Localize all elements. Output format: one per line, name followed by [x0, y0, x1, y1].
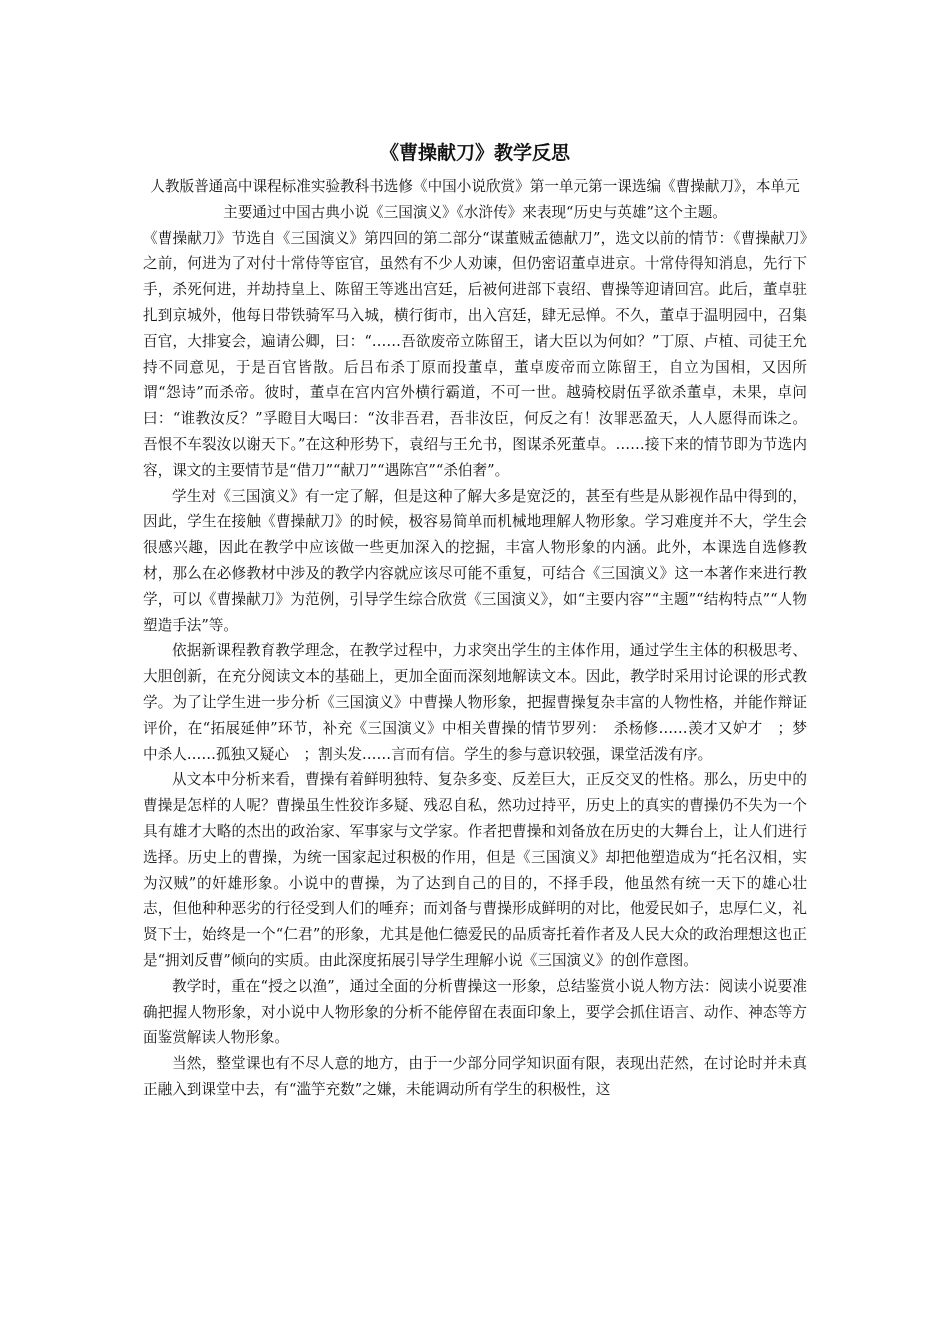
body-paragraph: 从文本中分析来看，曹操有着鲜明独特、复杂多变、反差巨大，正反交叉的性格。那么，历史中的曹操是怎样的人呢？曹操虽生性狡诈多疑、残忍自私，然功过持平，历史上的真实的曹操仍不失为一个具有雄才大略的杰出的政治家、军事家与文学家。作者把曹操和刘备放在历史的大舞台上，让人们进行选择。历史上的曹操，为统一国家起过积极的作用，但是《三国演义》却把他塑造成为“托名汉相，实为汉贼”的奸雄形象。小说中的曹操，为了达到自己的目的，不择手段，他虽然有统一天下的雄心壮志，但他种种恶劣的行径受到人们的唾弃；而刘备与曹操形成鲜明的对比，他爱民如子，忠厚仁义，礼贤下士，始终是一个“仁君”的形象，尤其是他仁德爱民的品质寄托着作者及人民大众的政治理想这也正是“拥刘反曹”倾向的实质。由此深度拓展引导学生理解小说《三国演义》的创作意图。 — [143, 771, 807, 969]
body-paragraph: 学生对《三国演义》有一定了解，但是这种了解大多是宽泛的，甚至有些是从影视作品中得到的，因此，学生在接触《曹操献刀》的时候，极容易简单而机械地理解人物形象。学习难度并不大，学生会很感兴趣，因此在教学中应该做一些更加深入的挖掘，丰富人物形象的内涵。此外，本课选自选修教材，那么在必修教材中涉及的教学内容就应该尽可能不重复，可结合《三国演义》这一本著作来进行教学，可以《曹操献刀》为范例，引导学生综合欣赏《三国演义》，如“主要内容”“主题”“结构特点”“人物塑造手法”等。 — [143, 487, 807, 634]
document-title: 《曹操献刀》教学反思 — [379, 142, 570, 164]
body-paragraph: 教学时，重在“授之以渔”，通过全面的分析曹操这一形象，总结鉴赏小说人物方法：阅读小说要准确把握人物形象，对小说中人物形象的分析不能停留在表面印象上，要学会抓住语言、动作、神态等方面鉴赏解读人物形象。 — [143, 977, 807, 1047]
document-page — [143, 140, 807, 1103]
body-paragraph: 《曹操献刀》节选自《三国演义》第四回的第二部分“谋董贼孟德献刀”，选文以前的情节：《曹操献刀》之前，何进为了对付十常侍等宦官，虽然有不少人劝谏，但仍密诏董卓进京。十常侍得知消息，先行下手，杀死何进，并劫持皇上、陈留王等逃出宫廷，后被何进部下袁绍、曹操等迎请回宫。此后，董卓驻扎到京城外，他每日带铁骑军马入城，横行街市，出入宫廷，肆无忌惮。不久，董卓于温明园中，召集百官，大排宴会，遍请公卿，曰：“……吾欲废帝立陈留王，诸大臣以为何如？”丁原、卢植、司徒王允持不同意见，于是百官皆散。后吕布杀丁原而投董卓，董卓废帝而立陈留王，自立为国相，又因所谓“怨诗”而杀帝。彼时，董卓在宫内宫外横行霸道，不可一世。越骑校尉伍孚欲杀董卓，未果，卓问曰：“谁教汝反？”孚瞪目大喝曰：“汝非吾君，吾非汝臣，何反之有！汝罪恶盈天，人人愿得而诛之。吾恨不车裂汝以谢天下。”在这种形势下，袁绍与王允书，图谋杀死董卓。……接下来的情节即为节选内容，课文的主要情节是“借刀”“献刀”“遇陈宫”“杀伯奢”。 — [143, 229, 807, 479]
body-paragraph: 依据新课程教育教学理念，在教学过程中，力求突出学生的主体作用，通过学生主体的积极思考、大胆创新，在充分阅读文本的基础上，更加全面而深刻地解读文本。因此，教学时采用讨论课的形式教学。为了让学生进一步分析《三国演义》中曹操人物形象，把握曹操复杂丰富的人物性格，并能作辩证评价，在“拓展延伸”环节，补充《三国演义》中相关曹操的情节罗列： 杀杨修……羡才又妒才 ；梦中杀人……孤独又疑心 ；割头发……言而有信。学生的参与意识较强，课堂活泼有序。 — [143, 642, 807, 763]
intro-paragraph: 人教版普通高中课程标准实验教科书选修《中国小说欣赏》第一单元第一课选编《曹操献刀》，本单元主要通过中国古典小说《三国演义》《水浒传》来表现“历史与英雄”这个主题。 — [150, 178, 800, 221]
body-paragraph: 当然，整堂课也有不尽人意的地方，由于一少部分同学知识面有限，表现出茫然，在讨论时并未真正融入到课堂中去，有“滥竽充数”之嫌，未能调动所有学生的积极性，这 — [143, 1055, 807, 1098]
